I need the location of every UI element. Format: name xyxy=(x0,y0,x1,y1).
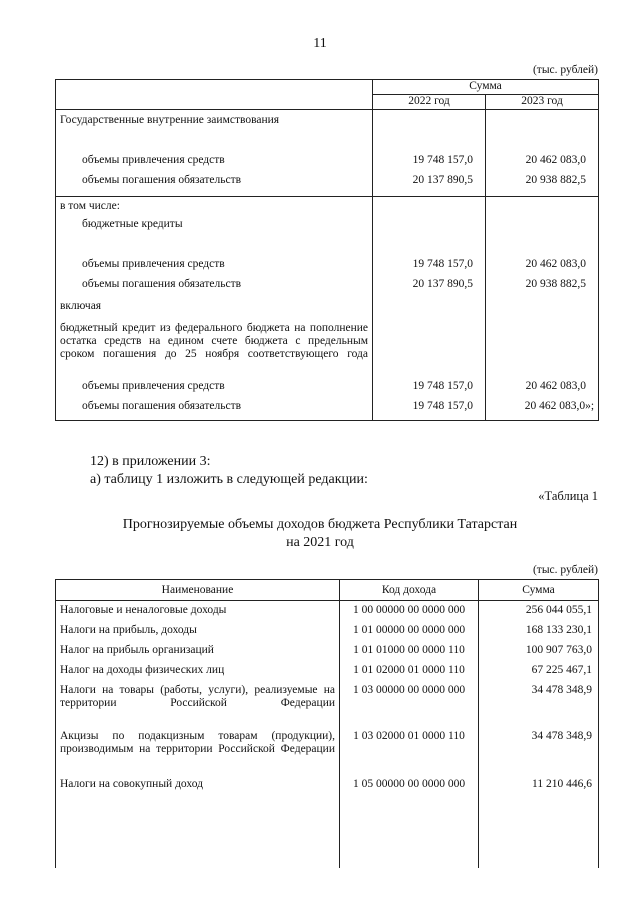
revenue-code: 1 01 00000 00 0000 000 xyxy=(340,624,479,644)
page-number: 11 xyxy=(313,36,327,51)
value-2023: 20 462 083,0 xyxy=(486,154,599,174)
table-reference: «Таблица 1 xyxy=(538,489,598,503)
revenue-code: 1 03 00000 00 0000 000 xyxy=(340,684,479,730)
row-label: объемы погашения обязательств xyxy=(56,278,373,298)
row-label: объемы погашения обязательств xyxy=(56,400,373,421)
value-2022: 20 137 890,5 xyxy=(373,278,486,298)
header-empty-cell xyxy=(56,80,373,110)
table2-title-line2: на 2021 год xyxy=(286,535,354,550)
borrowings-table xyxy=(55,79,599,421)
revenue-sum: 100 907 763,0 xyxy=(479,644,599,664)
header-2022: 2022 год xyxy=(373,95,486,110)
row-label: объемы погашения обязательств xyxy=(56,174,373,197)
header-sum: Сумма xyxy=(373,80,599,95)
revenue-name: Налоги на товары (работы, услуги), реализуемые на территории Российской Федерации xyxy=(56,684,340,730)
revenue-code: 1 00 00000 00 0000 000 xyxy=(340,601,479,625)
revenue-name: Налоги на совокупный доход xyxy=(56,778,340,798)
revenue-code: 1 01 01000 00 0000 110 xyxy=(340,644,479,664)
value-2022: 19 748 157,0 xyxy=(373,380,486,400)
revenue-code: 1 05 00000 00 0000 000 xyxy=(340,778,479,798)
paragraph-instruction: а) таблицу 1 изложить в следующей редакции: xyxy=(90,472,368,487)
revenue-code: 1 01 02000 01 0000 110 xyxy=(340,664,479,684)
value-2022: 19 748 157,0 xyxy=(373,400,486,421)
revenue-name: Налог на прибыль организаций xyxy=(56,644,340,664)
row-label: объемы привлечения средств xyxy=(56,258,373,278)
value-2022: 19 748 157,0 xyxy=(373,258,486,278)
value-2023: 20 462 083,0 xyxy=(486,258,599,278)
revenue-sum: 256 044 055,1 xyxy=(479,601,599,625)
row-label: объемы привлечения средств xyxy=(56,380,373,400)
revenue-name: Налоги на прибыль, доходы xyxy=(56,624,340,644)
row-label: объемы привлечения средств xyxy=(56,154,373,174)
revenue-name: Налог на доходы физических лиц xyxy=(56,664,340,684)
table2-unit: (тыс. рублей) xyxy=(532,564,598,576)
row-label: Государственные внутренние заимствования xyxy=(56,110,373,155)
value-2023: 20 938 882,5 xyxy=(486,278,599,298)
revenue-sum: 168 133 230,1 xyxy=(479,624,599,644)
revenue-name: Налоговые и неналоговые доходы xyxy=(56,601,340,625)
revenue-sum: 67 225 467,1 xyxy=(479,664,599,684)
value-2023: 20 938 882,5 xyxy=(486,174,599,197)
header-code: Код дохода xyxy=(340,580,479,601)
row-label: в том числе: xyxy=(56,197,373,219)
header-sum: Сумма xyxy=(479,580,599,601)
value-2023: 20 462 083,0»; xyxy=(486,400,599,421)
table1-unit: (тыс. рублей) xyxy=(532,64,598,76)
table2-title-line1: Прогнозируемые объемы доходов бюджета Республики Татарстан xyxy=(122,517,518,532)
header-name: Наименование xyxy=(56,580,340,601)
paragraph-appendix: 12) в приложении 3: xyxy=(90,454,211,469)
row-label: включая xyxy=(56,298,373,320)
row-label: бюджетный кредит из федерального бюджета на пополнение остатка средств на едином счете бюджета с предельным сроком погашения до 25 ноября соответствующего года xyxy=(56,320,373,380)
header-2023: 2023 год xyxy=(486,95,599,110)
row-label: бюджетные кредиты xyxy=(56,218,373,258)
revenue-table xyxy=(55,579,599,868)
value-2022: 20 137 890,5 xyxy=(373,174,486,197)
revenue-name: Акцизы по подакцизным товарам (продукции), производимым на территории Российской Федерации xyxy=(56,730,340,778)
revenue-code: 1 03 02000 01 0000 110 xyxy=(340,730,479,778)
value-2023: 20 462 083,0 xyxy=(486,380,599,400)
revenue-sum: 34 478 348,9 xyxy=(479,730,599,778)
value-2022: 19 748 157,0 xyxy=(373,154,486,174)
revenue-sum: 11 210 446,6 xyxy=(479,778,599,798)
revenue-sum: 34 478 348,9 xyxy=(479,684,599,730)
